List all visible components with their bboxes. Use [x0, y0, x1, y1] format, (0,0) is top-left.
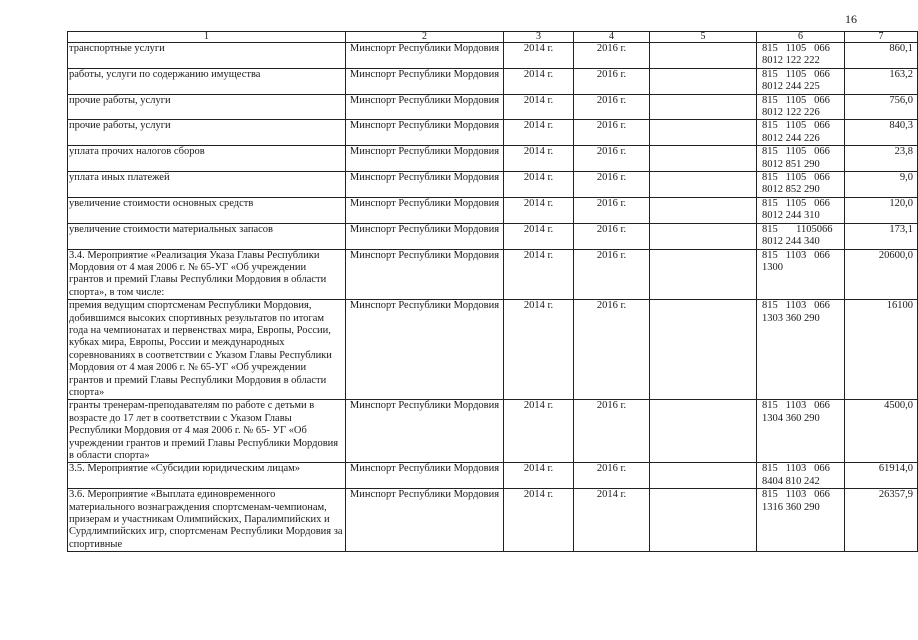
table-row: [68, 223, 918, 249]
budget-code-cell: 815 1105066 8012 244 340: [757, 223, 845, 249]
budget-table: [67, 31, 918, 552]
column-header-4: 4: [574, 32, 650, 43]
amount-cell: 26357,9: [845, 489, 918, 552]
responsible-executor-cell: Минспорт Республики Мордовия: [346, 400, 504, 463]
end-year-cell: 2016 г.: [574, 172, 650, 198]
start-year-cell: 2014 г.: [504, 146, 574, 172]
budget-code-cell: 815 1105 066 8012 122 222: [757, 43, 845, 69]
budget-code-cell: 815 1105 066 8012 122 226: [757, 94, 845, 120]
amount-cell: 860,1: [845, 43, 918, 69]
start-year-cell: 2014 г.: [504, 43, 574, 69]
activity-name-cell: увеличение стоимости материальных запасов: [68, 223, 346, 249]
table-row: [68, 68, 918, 94]
activity-name-cell: 3.5. Мероприятие «Субсидии юридическим лицам»: [68, 463, 346, 489]
amount-cell: 173,1: [845, 223, 918, 249]
amount-cell: 120,0: [845, 197, 918, 223]
start-year-cell: 2014 г.: [504, 300, 574, 400]
responsible-executor-cell: Минспорт Республики Мордовия: [346, 463, 504, 489]
column-header-1: 1: [68, 32, 346, 43]
expected-result-cell: [650, 146, 757, 172]
amount-cell: 20600,0: [845, 249, 918, 300]
expected-result-cell: [650, 94, 757, 120]
activity-name-cell: премия ведущим спортсменам Республики Мордовия, добившимся высоких спортивных результатов по итогам года на чемпионатах и первенствах мира, Европы, России, кубках мира, Европы, России и международных соревнованиях в соответствии с Указом Главы Республики Мордовия от 4 мая 2006 г. № 65-УГ «Об учреждении грантов и премий Главы Республики Мордовия в области спорта»: [68, 300, 346, 400]
start-year-cell: 2014 г.: [504, 249, 574, 300]
activity-name-cell: уплата иных платежей: [68, 172, 346, 198]
budget-code-cell: 815 1105 066 8012 851 290: [757, 146, 845, 172]
column-header-6: 6: [757, 32, 845, 43]
start-year-cell: 2014 г.: [504, 197, 574, 223]
expected-result-cell: [650, 463, 757, 489]
end-year-cell: 2016 г.: [574, 43, 650, 69]
amount-cell: 23,8: [845, 146, 918, 172]
budget-code-cell: 815 1105 066 8012 244 225: [757, 68, 845, 94]
activity-name-cell: прочие работы, услуги: [68, 94, 346, 120]
budget-code-cell: 815 1103 066 8404 810 242: [757, 463, 845, 489]
expected-result-cell: [650, 400, 757, 463]
table-row: [68, 400, 918, 463]
expected-result-cell: [650, 120, 757, 146]
responsible-executor-cell: Минспорт Республики Мордовия: [346, 120, 504, 146]
responsible-executor-cell: Минспорт Республики Мордовия: [346, 197, 504, 223]
end-year-cell: 2016 г.: [574, 197, 650, 223]
responsible-executor-cell: Минспорт Республики Мордовия: [346, 94, 504, 120]
table-row: [68, 172, 918, 198]
column-header-3: 3: [504, 32, 574, 43]
responsible-executor-cell: Минспорт Республики Мордовия: [346, 172, 504, 198]
column-header-2: 2: [346, 32, 504, 43]
budget-code-cell: 815 1103 066 1303 360 290: [757, 300, 845, 400]
table-row: [68, 489, 918, 552]
end-year-cell: 2016 г.: [574, 94, 650, 120]
budget-code-cell: 815 1103 066 1300: [757, 249, 845, 300]
end-year-cell: 2016 г.: [574, 68, 650, 94]
budget-code-cell: 815 1105 066 8012 244 310: [757, 197, 845, 223]
end-year-cell: 2016 г.: [574, 400, 650, 463]
activity-name-cell: работы, услуги по содержанию имущества: [68, 68, 346, 94]
activity-name-cell: прочие работы, услуги: [68, 120, 346, 146]
table-row: [68, 146, 918, 172]
end-year-cell: 2016 г.: [574, 223, 650, 249]
end-year-cell: 2016 г.: [574, 300, 650, 400]
table-row: [68, 463, 918, 489]
table-row: [68, 249, 918, 300]
start-year-cell: 2014 г.: [504, 400, 574, 463]
start-year-cell: 2014 г.: [504, 223, 574, 249]
start-year-cell: 2014 г.: [504, 94, 574, 120]
amount-cell: 9,0: [845, 172, 918, 198]
expected-result-cell: [650, 197, 757, 223]
table-row: [68, 120, 918, 146]
expected-result-cell: [650, 172, 757, 198]
start-year-cell: 2014 г.: [504, 489, 574, 552]
end-year-cell: 2016 г.: [574, 146, 650, 172]
amount-cell: 16100: [845, 300, 918, 400]
responsible-executor-cell: Минспорт Республики Мордовия: [346, 223, 504, 249]
expected-result-cell: [650, 223, 757, 249]
column-header-5: 5: [650, 32, 757, 43]
responsible-executor-cell: Минспорт Республики Мордовия: [346, 68, 504, 94]
budget-code-cell: 815 1105 066 8012 244 226: [757, 120, 845, 146]
end-year-cell: 2016 г.: [574, 120, 650, 146]
activity-name-cell: увеличение стоимости основных средств: [68, 197, 346, 223]
column-number-row: [68, 32, 918, 43]
table-row: [68, 94, 918, 120]
amount-cell: 4500,0: [845, 400, 918, 463]
start-year-cell: 2014 г.: [504, 172, 574, 198]
amount-cell: 61914,0: [845, 463, 918, 489]
responsible-executor-cell: Минспорт Республики Мордовия: [346, 43, 504, 69]
responsible-executor-cell: Минспорт Республики Мордовия: [346, 489, 504, 552]
start-year-cell: 2014 г.: [504, 120, 574, 146]
budget-code-cell: 815 1103 066 1304 360 290: [757, 400, 845, 463]
amount-cell: 163,2: [845, 68, 918, 94]
responsible-executor-cell: Минспорт Республики Мордовия: [346, 300, 504, 400]
table-row: [68, 300, 918, 400]
responsible-executor-cell: Минспорт Республики Мордовия: [346, 249, 504, 300]
end-year-cell: 2016 г.: [574, 463, 650, 489]
end-year-cell: 2014 г.: [574, 489, 650, 552]
budget-code-cell: 815 1103 066 1316 360 290: [757, 489, 845, 552]
expected-result-cell: [650, 68, 757, 94]
table-row: [68, 197, 918, 223]
expected-result-cell: [650, 300, 757, 400]
expected-result-cell: [650, 249, 757, 300]
amount-cell: 756,0: [845, 94, 918, 120]
amount-cell: 840,3: [845, 120, 918, 146]
page-number: 16: [845, 12, 857, 26]
end-year-cell: 2016 г.: [574, 249, 650, 300]
start-year-cell: 2014 г.: [504, 463, 574, 489]
expected-result-cell: [650, 43, 757, 69]
activity-name-cell: транспортные услуги: [68, 43, 346, 69]
start-year-cell: 2014 г.: [504, 68, 574, 94]
activity-name-cell: 3.4. Мероприятие «Реализация Указа Главы Республики Мордовия от 4 мая 2006 г. № 65-УГ «Об учреждении грантов и премий Главы Республики Мордовия в области спорта», в том числе:: [68, 249, 346, 300]
activity-name-cell: уплата прочих налогов сборов: [68, 146, 346, 172]
budget-code-cell: 815 1105 066 8012 852 290: [757, 172, 845, 198]
expected-result-cell: [650, 489, 757, 552]
activity-name-cell: 3.6. Мероприятие «Выплата единовременного материального вознаграждения спортсменам-чемпионам, призерам и участникам Олимпийских, Паралимпийских и Сурдлимпийских игр, спортсменам Республики Мордовия за спортивные: [68, 489, 346, 552]
responsible-executor-cell: Минспорт Республики Мордовия: [346, 146, 504, 172]
column-header-7: 7: [845, 32, 918, 43]
table-row: [68, 43, 918, 69]
activity-name-cell: гранты тренерам-преподавателям по работе с детьми в возрасте до 17 лет в соответствии с Указом Главы Республики Мордовия от 4 мая 2006 г. № 65- УГ «Об учреждении грантов и премий Главы Республики Мордовия в области спорта»: [68, 400, 346, 463]
